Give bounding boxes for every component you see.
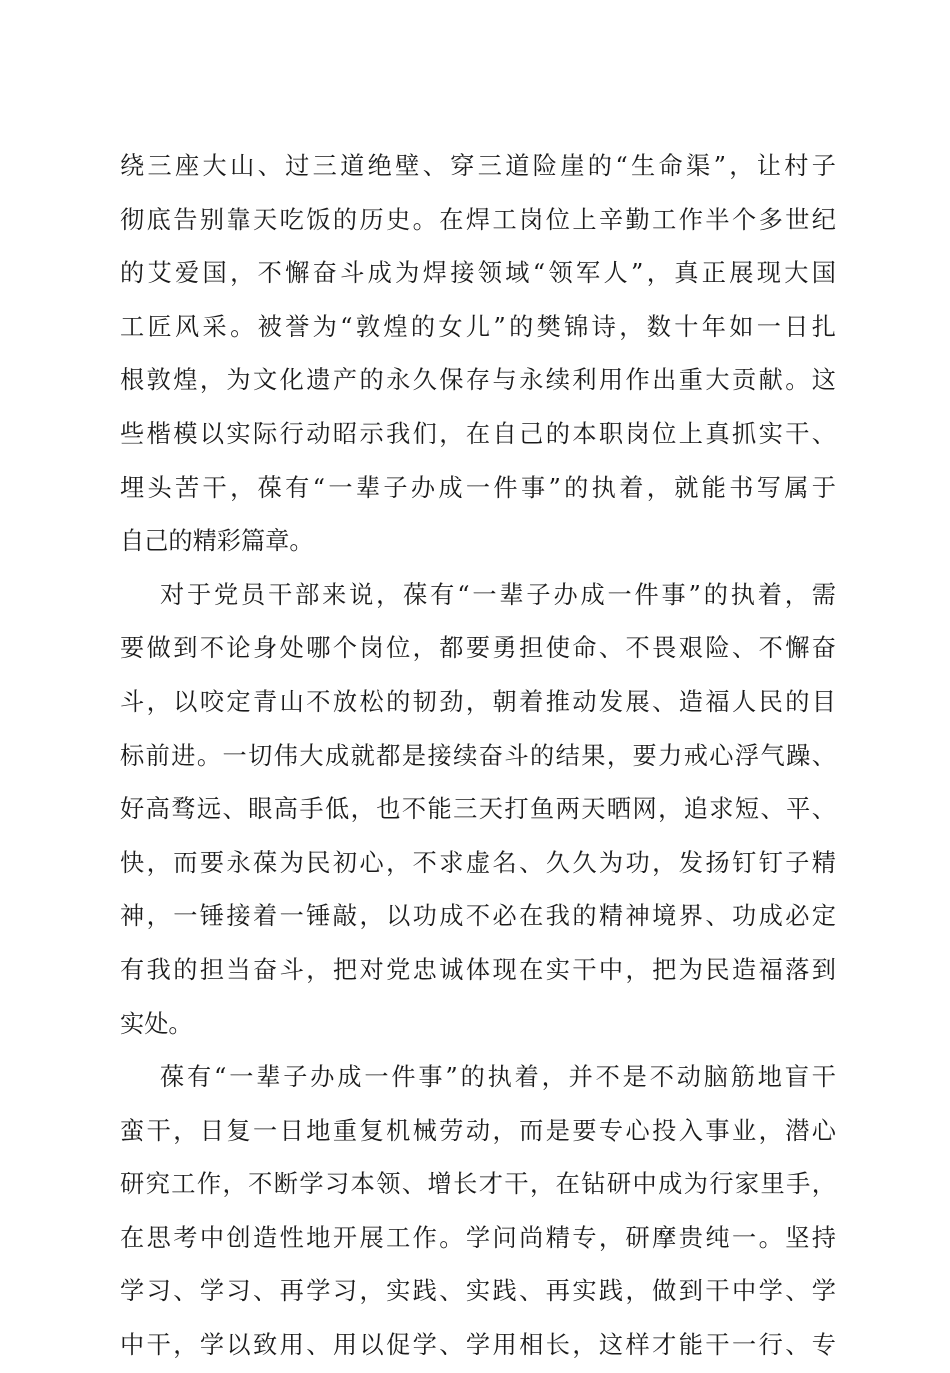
text-line: 埋头苦干，葆有“一辈子办成一件事”的执着，就能书写属于 [120,473,836,502]
paragraph-first-line: 对于党员干部来说，葆有“一辈子办成一件事”的执着，需 [160,580,836,609]
text-line: 学习、学习、再学习，实践、实践、再实践，做到干中学、学 [120,1277,836,1306]
text-line: 的艾爱国，不懈奋斗成为焊接领域“领军人”，真正展现大国 [120,259,836,288]
text-line: 些楷模以实际行动昭示我们，在自己的本职岗位上真抓实干、 [120,419,836,448]
text-line: 要做到不论身处哪个岗位，都要勇担使命、不畏艰险、不懈奋 [120,634,836,663]
text-line: 实处。 [120,1009,193,1038]
text-line: 斗，以咬定青山不放松的韧劲，朝着推动发展、造福人民的目 [120,687,836,716]
text-line: 在思考中创造性地开展工作。学问尚精专，研摩贵纯一。坚持 [120,1223,836,1252]
text-line: 标前进。一切伟大成就都是接续奋斗的结果，要力戒心浮气躁、 [120,741,836,770]
text-line: 神，一锤接着一锤敲，以功成不必在我的精神境界、功成必定 [120,902,836,931]
text-line: 中干，学以致用、用以促学、学用相长，这样才能干一行、专 [120,1331,836,1360]
article-body [120,140,836,1373]
text-line: 好高骛远、眼高手低，也不能三天打鱼两天晒网，追求短、平、 [120,795,836,824]
text-line: 彻底告别靠天吃饭的历史。在焊工岗位上辛勤工作半个多世纪 [120,205,836,234]
text-line: 有我的担当奋斗，把对党忠诚体现在实干中，把为民造福落到 [120,955,836,984]
text-line: 自己的精彩篇章。 [120,527,314,556]
text-line: 绕三座大山、过三道绝壁、穿三道险崖的“生命渠”，让村子 [120,152,836,180]
text-line: 快，而要永葆为民初心，不求虚名、久久为功，发扬钉钉子精 [120,848,836,877]
text-line: 研究工作，不断学习本领、增长才干，在钻研中成为行家里手， [120,1170,836,1199]
paragraph-first-line: 葆有“一辈子办成一件事”的执着，并不是不动脑筋地盲干 [160,1063,836,1092]
text-line: 蛮干，日复一日地重复机械劳动，而是要专心投入事业，潜心 [120,1116,836,1145]
text-line: 工匠风采。被誉为“敦煌的女儿”的樊锦诗，数十年如一日扎 [120,312,836,341]
text-line: 根敦煌，为文化遗产的永久保存与永续利用作出重大贡献。这 [120,366,836,395]
